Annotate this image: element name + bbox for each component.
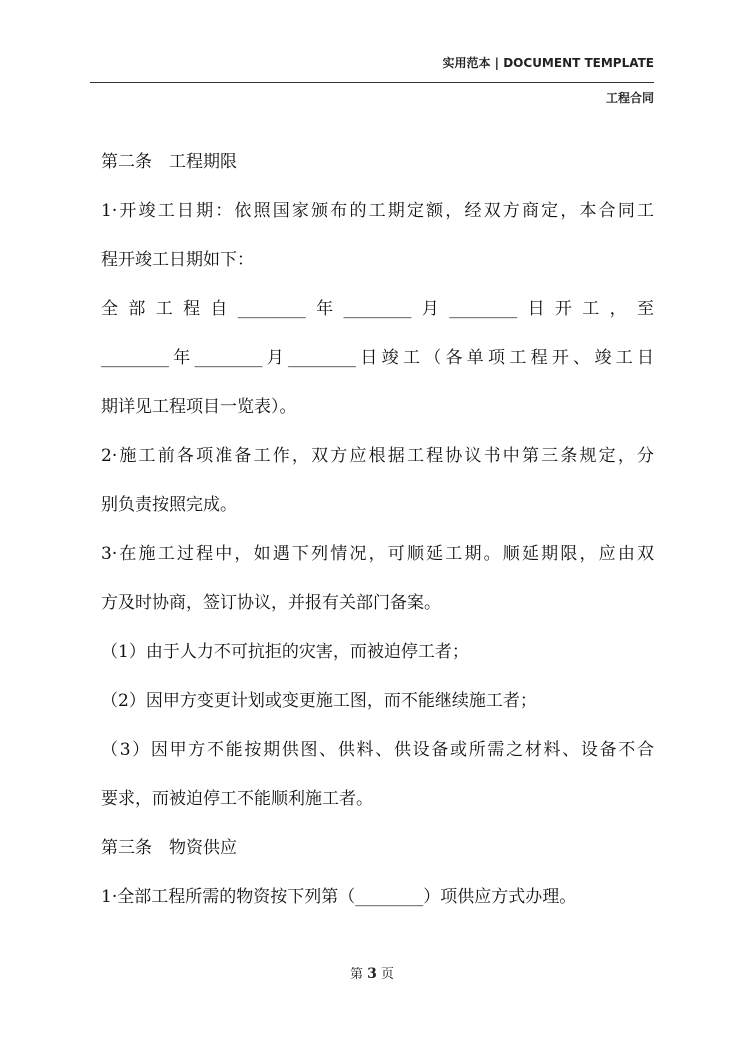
page-number: 3 [367,966,377,982]
paragraph-line: ________年________月________日竣工（各单项工程开、竣工日 [101,348,654,368]
article-2-heading: 第二条 工程期限 [101,152,237,172]
footer-prefix: 第 [349,967,363,982]
paragraph-line: 全部工程自________年________月________日开工，至 [101,299,654,319]
document-header-title: 实用范本 | DOCUMENT TEMPLATE [442,56,654,70]
article-3-heading: 第三条 物资供应 [101,838,237,858]
list-item: （2）因甲方变更计划或变更施工图，而不能继续施工者； [101,691,537,711]
paragraph-line: 1·全部工程所需的物资按下列第（________）项供应方式办理。 [101,887,577,907]
paragraph-line: 2·施工前各项准备工作，双方应根据工程协议书中第三条规定，分 [101,446,654,466]
header-divider [90,82,654,83]
paragraph-line: 1·开竣工日期：依照国家颁布的工期定额，经双方商定，本合同工 [101,201,654,221]
paragraph-line: 别负责按照完成。 [101,495,237,515]
paragraph-line: 3·在施工过程中，如遇下列情况，可顺延工期。顺延期限，应由双 [101,544,654,564]
footer-suffix: 页 [381,967,395,982]
document-header-subtitle: 工程合同 [605,91,654,105]
paragraph-line: 方及时协商，签订协议，并报有关部门备案。 [101,593,441,613]
paragraph-line: 要求，而被迫停工不能顺利施工者。 [101,789,373,809]
paragraph-line: 期详见工程项目一览表）。 [101,397,297,417]
document-body [101,138,654,922]
list-item: （1）由于人力不可抗拒的灾害，而被迫停工者； [101,642,469,662]
page-footer [0,963,744,982]
list-item: （3）因甲方不能按期供图、供料、供设备或所需之材料、设备不合 [101,740,654,760]
paragraph-line: 程开竣工日期如下： [101,250,254,270]
